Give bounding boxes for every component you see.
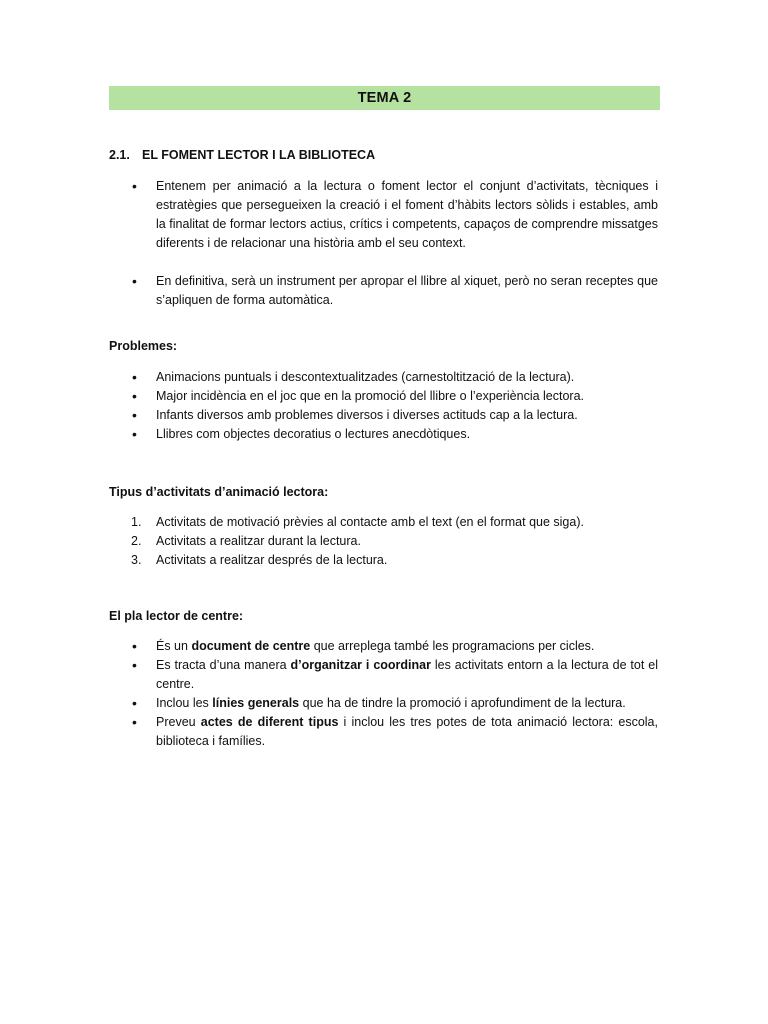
list-item (109, 713, 658, 751)
list-item-text-pre: Preveu (156, 715, 201, 729)
bullet-icon: • (132, 657, 137, 673)
bullet-icon: • (132, 695, 137, 711)
list-item-text: Entenem per animació a la lectura o foment lector el conjunt d’activitats, tècniques i estratègies que persegueixen la creació i el foment d’hàbits lectors sòlids i estables, amb la finalitat de formar lectors actius, crítics i competents, capaços de comprendre missatges diferents i de relacionar una història amb el seu context. (156, 179, 658, 250)
bullet-icon: • (132, 426, 137, 442)
bullet-icon: • (132, 273, 137, 289)
list-number: 3. (131, 553, 142, 567)
bullet-icon: • (132, 714, 137, 730)
list-item-text: Infants diversos amb problemes diversos i diverses actituds cap a la lectura. (156, 408, 578, 422)
list-item (109, 425, 658, 444)
list-item-text-post: les activitats entorn a la lectura de tot el centre. (156, 658, 658, 691)
list-item (109, 532, 658, 551)
foment-bullet-list (109, 177, 658, 310)
list-item-text-bold: document de centre (191, 639, 311, 653)
list-item-text: Animacions puntuals i descontextualitzades (carnestoltització de la lectura). (156, 370, 575, 384)
page-title: TEMA 2 (357, 90, 412, 106)
section-heading-problemes (109, 339, 177, 353)
list-number: 2. (131, 534, 142, 548)
list-item-text: Llibres com objectes decoratius o lectures anecdòtiques. (156, 427, 471, 441)
list-item-text-bold: d’organitzar i coordinar (290, 658, 431, 672)
list-item-text: En definitiva, serà un instrument per apropar el llibre al xiquet, però no seran receptes que s’apliquen de forma automàtica. (156, 274, 658, 307)
list-item (109, 551, 658, 570)
section-heading-foment (109, 148, 375, 162)
list-item-text: Activitats a realitzar després de la lectura. (156, 553, 388, 567)
list-item-text-bold: línies generals (212, 696, 300, 710)
list-item (109, 177, 658, 253)
section-heading-tipus (109, 485, 328, 499)
section-title: Tipus d’activitats d’animació lectora: (109, 485, 329, 499)
list-number: 1. (131, 515, 142, 529)
tipus-numbered-list (109, 513, 658, 570)
list-item (109, 637, 658, 656)
list-item (109, 694, 658, 713)
list-item (109, 406, 658, 425)
list-item (109, 513, 658, 532)
title-banner (109, 86, 660, 110)
list-item (109, 272, 658, 310)
bullet-icon: • (132, 388, 137, 404)
list-item (109, 656, 658, 694)
list-item (109, 368, 658, 387)
list-item-text-post: i inclou les tres potes de tota animació lectora: escola, biblioteca i famílies. (156, 715, 658, 748)
list-item-text-post: que ha de tindre la promoció i aprofundiment de la lectura. (299, 696, 626, 710)
list-item-text-post: que arreplega també les programacions per cicles. (310, 639, 595, 653)
bullet-icon: • (132, 369, 137, 385)
section-title: El pla lector de centre: (109, 609, 244, 623)
section-heading-pla (109, 609, 243, 623)
list-item-text-pre: Inclou les (156, 696, 213, 710)
bullet-icon: • (132, 638, 137, 654)
list-item-text-pre: És un (156, 639, 192, 653)
list-item-text-bold: actes de diferent tipus (200, 715, 339, 729)
list-item-text: Major incidència en el joc que en la promoció del llibre o l’experiència lectora. (156, 389, 585, 403)
bullet-icon: • (132, 407, 137, 423)
list-item (109, 387, 658, 406)
pla-bullet-list (109, 637, 658, 751)
list-item-text: Activitats a realitzar durant la lectura. (156, 534, 361, 548)
list-item-text-pre: Es tracta d’una manera (156, 658, 291, 672)
bullet-icon: • (132, 178, 137, 194)
section-title: EL FOMENT LECTOR I LA BIBLIOTECA (142, 148, 376, 162)
section-title: Problemes: (109, 339, 178, 353)
list-item-text: Activitats de motivació prèvies al contacte amb el text (en el format que siga). (156, 515, 584, 529)
problemes-bullet-list (109, 368, 658, 444)
section-number: 2.1. (109, 148, 130, 162)
